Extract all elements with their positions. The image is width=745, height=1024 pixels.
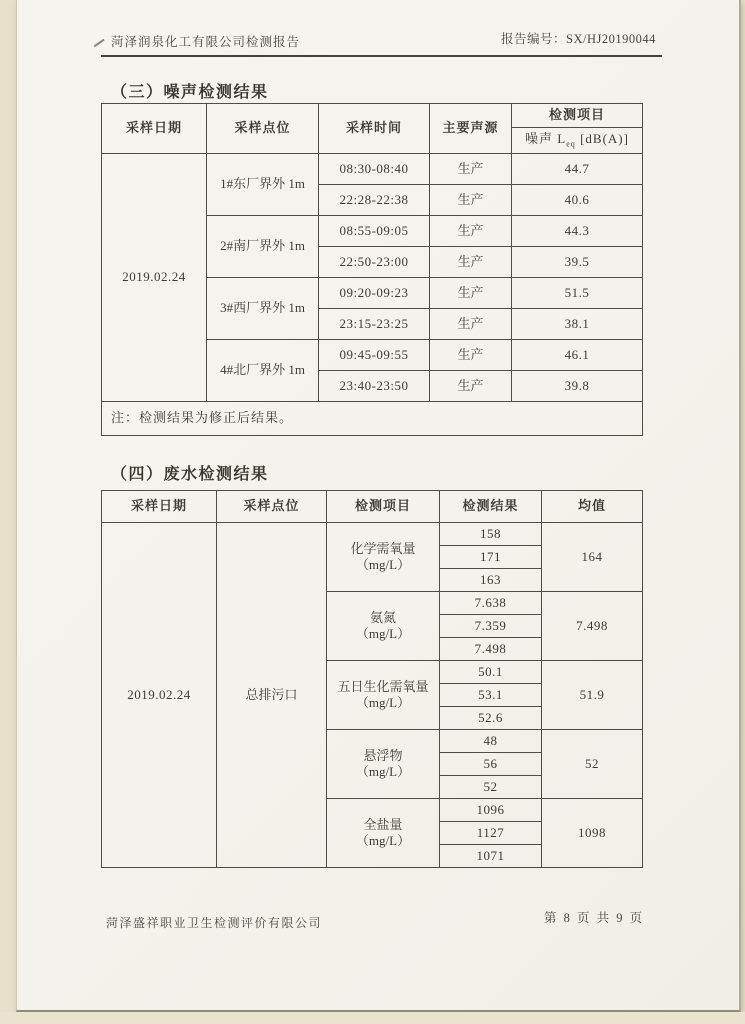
ww-param-name: 悬浮物 （mg/L） <box>327 730 440 799</box>
noise-time-cell: 23:15-23:25 <box>319 309 430 340</box>
noise-source-cell: 生产 <box>430 278 512 309</box>
noise-time-cell: 23:40-23:50 <box>319 371 430 402</box>
noise-location-cell: 1#东厂界外 1m <box>207 154 319 216</box>
wastewater-results-table <box>101 490 643 868</box>
ww-date-cell: 2019.02.24 <box>102 523 217 868</box>
noise-col-date: 采样日期 <box>102 104 207 154</box>
noise-source-cell: 生产 <box>430 309 512 340</box>
noise-time-cell: 08:55-09:05 <box>319 216 430 247</box>
noise-value-cell: 51.5 <box>512 278 643 309</box>
leq-subscript: eq <box>566 139 576 149</box>
ww-col-date: 采样日期 <box>102 491 217 523</box>
noise-value-cell: 44.7 <box>512 154 643 185</box>
wastewater-section-title: （四）废水检测结果 <box>111 466 269 483</box>
noise-source-cell: 生产 <box>430 154 512 185</box>
ww-col-location: 采样点位 <box>217 491 327 523</box>
report-number: 报告编号：SX/HJ20190044 <box>501 32 656 46</box>
ww-result-cell: 7.359 <box>440 615 542 638</box>
noise-time-cell: 09:20-09:23 <box>319 278 430 309</box>
footer-page-number: 第 8 页 共 9 页 <box>544 911 645 925</box>
leq-label-pre: 噪声 L <box>525 131 567 147</box>
noise-col-location: 采样点位 <box>207 104 319 154</box>
ww-mean-cell: 164 <box>542 523 643 592</box>
ww-result-cell: 48 <box>440 730 542 753</box>
scan-edge <box>0 1012 745 1024</box>
leq-label-post: [dB(A)] <box>575 131 629 147</box>
ww-mean-cell: 1098 <box>542 799 643 868</box>
ww-mean-cell: 52 <box>542 730 643 799</box>
noise-note: 注：检测结果为修正后结果。 <box>102 402 643 436</box>
noise-col-item-group: 检测项目 <box>512 104 643 128</box>
ww-mean-cell: 51.9 <box>542 661 643 730</box>
noise-value-cell: 40.6 <box>512 185 643 216</box>
noise-source-cell: 生产 <box>430 216 512 247</box>
pen-mark-icon <box>94 39 105 47</box>
footer-company: 菏泽盛祥职业卫生检测评价有限公司 <box>106 916 323 930</box>
noise-value-cell: 46.1 <box>512 340 643 371</box>
noise-location-cell: 2#南厂界外 1m <box>207 216 319 278</box>
ww-param-name: 五日生化需氧量 （mg/L） <box>327 661 440 730</box>
noise-time-cell: 08:30-08:40 <box>319 154 430 185</box>
noise-source-cell: 生产 <box>430 340 512 371</box>
ww-result-cell: 56 <box>440 753 542 776</box>
ww-result-cell: 158 <box>440 523 542 546</box>
ww-param-name: 全盐量 （mg/L） <box>327 799 440 868</box>
noise-col-time: 采样时间 <box>319 104 430 154</box>
noise-col-leq <box>512 128 643 154</box>
noise-value-cell: 44.3 <box>512 216 643 247</box>
noise-date-cell: 2019.02.24 <box>102 154 207 402</box>
noise-section-title: （三）噪声检测结果 <box>111 84 269 101</box>
paper-sheet <box>16 0 741 1012</box>
noise-value-cell: 39.5 <box>512 247 643 278</box>
noise-time-cell: 22:50-23:00 <box>319 247 430 278</box>
noise-time-cell: 09:45-09:55 <box>319 340 430 371</box>
header-rule <box>101 55 662 57</box>
ww-result-cell: 50.1 <box>440 661 542 684</box>
ww-location-cell: 总排污口 <box>217 523 327 868</box>
ww-param-name: 化学需氧量 （mg/L） <box>327 523 440 592</box>
ww-result-cell: 7.498 <box>440 638 542 661</box>
report-header-title: 菏泽润泉化工有限公司检测报告 <box>111 35 301 49</box>
ww-result-cell: 1096 <box>440 799 542 822</box>
table-row <box>102 523 643 546</box>
noise-time-cell: 22:28-22:38 <box>319 185 430 216</box>
noise-source-cell: 生产 <box>430 371 512 402</box>
ww-result-cell: 52 <box>440 776 542 799</box>
noise-source-cell: 生产 <box>430 185 512 216</box>
ww-result-cell: 163 <box>440 569 542 592</box>
ww-result-cell: 7.638 <box>440 592 542 615</box>
noise-col-source: 主要声源 <box>430 104 512 154</box>
ww-result-cell: 171 <box>440 546 542 569</box>
ww-result-cell: 53.1 <box>440 684 542 707</box>
noise-results-table <box>101 103 643 436</box>
ww-result-cell: 1071 <box>440 845 542 868</box>
ww-col-result: 检测结果 <box>440 491 542 523</box>
noise-location-cell: 3#西厂界外 1m <box>207 278 319 340</box>
noise-value-cell: 39.8 <box>512 371 643 402</box>
ww-result-cell: 1127 <box>440 822 542 845</box>
noise-value-cell: 38.1 <box>512 309 643 340</box>
ww-param-name: 氨氮 （mg/L） <box>327 592 440 661</box>
noise-location-cell: 4#北厂界外 1m <box>207 340 319 402</box>
ww-mean-cell: 7.498 <box>542 592 643 661</box>
noise-source-cell: 生产 <box>430 247 512 278</box>
ww-col-mean: 均值 <box>542 491 643 523</box>
ww-result-cell: 52.6 <box>440 707 542 730</box>
ww-col-item: 检测项目 <box>327 491 440 523</box>
table-row <box>102 402 643 436</box>
table-row <box>102 154 643 185</box>
